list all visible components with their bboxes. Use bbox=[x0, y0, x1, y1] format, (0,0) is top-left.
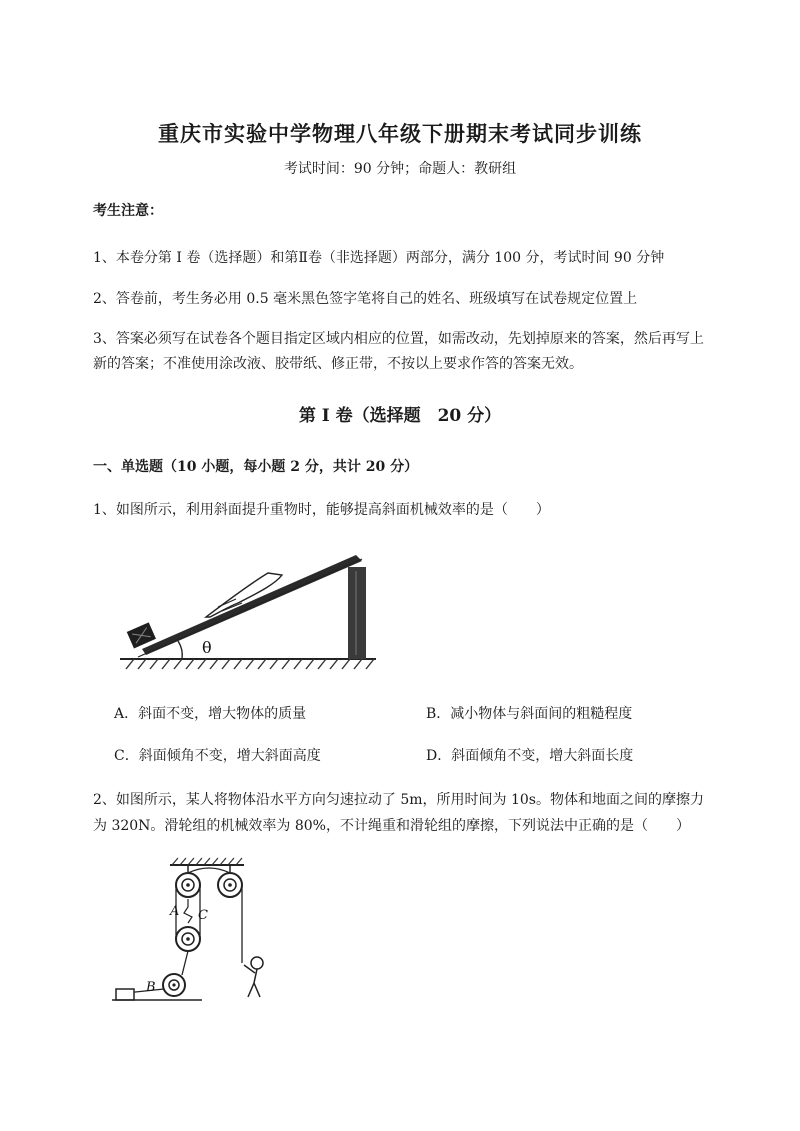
option-a[interactable]: A．斜面不变，增大物体的质量 bbox=[114, 706, 307, 722]
notice-item-3: 3、答案必须写在试卷各个题目指定区域内相应的位置，如需改动，先划掉原来的答案，然后再写上新的答案；不准使用涂改液、胶带纸、修正带，不按以上要求作答的答案无效。 bbox=[93, 331, 704, 372]
angle-arc bbox=[178, 641, 182, 659]
part-heading: 一、单选题（10 小题，每小题 2 分，共计 20 分） bbox=[93, 459, 419, 475]
ceiling-hatching bbox=[170, 858, 244, 865]
notice-heading: 考生注意： bbox=[93, 203, 163, 219]
person-icon bbox=[244, 957, 263, 997]
question-2-stem: 2、如图所示，某人将物体沿水平方向匀速拉动了 5m，所用时间为 10s。物体和地面之间的摩擦力为 320N。滑轮组的机械效率为 80%，不计绳重和滑轮组的摩擦，下列说法中正确的是（ ） bbox=[93, 792, 704, 834]
exam-info: 考试时间：90 分钟；命题人：教研组 bbox=[283, 161, 517, 177]
fixed-pulley-left bbox=[176, 873, 200, 897]
movable-pulley bbox=[176, 927, 200, 951]
incline-board bbox=[142, 555, 362, 655]
label-c: C bbox=[198, 908, 208, 923]
angle-label: θ bbox=[202, 638, 212, 657]
label-b: B bbox=[146, 980, 156, 995]
fixed-pulley-right bbox=[218, 873, 242, 897]
question-1-stem: 1、如图所示，利用斜面提升重物时，能够提高斜面机械效率的是（ ） bbox=[93, 502, 550, 518]
load-block bbox=[116, 989, 134, 1000]
option-d[interactable]: D．斜面倾角不变，增大斜面长度 bbox=[426, 748, 634, 764]
support-block bbox=[348, 567, 366, 659]
ground-hatching bbox=[120, 659, 376, 669]
load-box bbox=[127, 622, 156, 648]
option-b[interactable]: B．减小物体与斜面间的粗糙程度 bbox=[426, 706, 633, 722]
notice-item-1: 1、本卷分第 I 卷（选择题）和第Ⅱ卷（非选择题）两部分，满分 100 分，考试时间 90 分钟 bbox=[93, 250, 665, 266]
lower-pulley bbox=[163, 974, 185, 996]
pulley-figure bbox=[112, 855, 280, 1005]
incline-figure bbox=[118, 545, 380, 673]
page-title: 重庆市实验中学物理八年级下册期末考试同步训练 bbox=[158, 121, 642, 146]
section-title: 第 I 卷（选择题 20 分） bbox=[298, 406, 502, 426]
notice-item-2: 2、答卷前，考生务必用 0.5 毫米黑色签字笔将自己的姓名、班级填写在试卷规定位置上 bbox=[93, 291, 638, 307]
label-a: A bbox=[170, 904, 180, 919]
option-c[interactable]: C．斜面倾角不变，增大斜面高度 bbox=[114, 748, 321, 764]
